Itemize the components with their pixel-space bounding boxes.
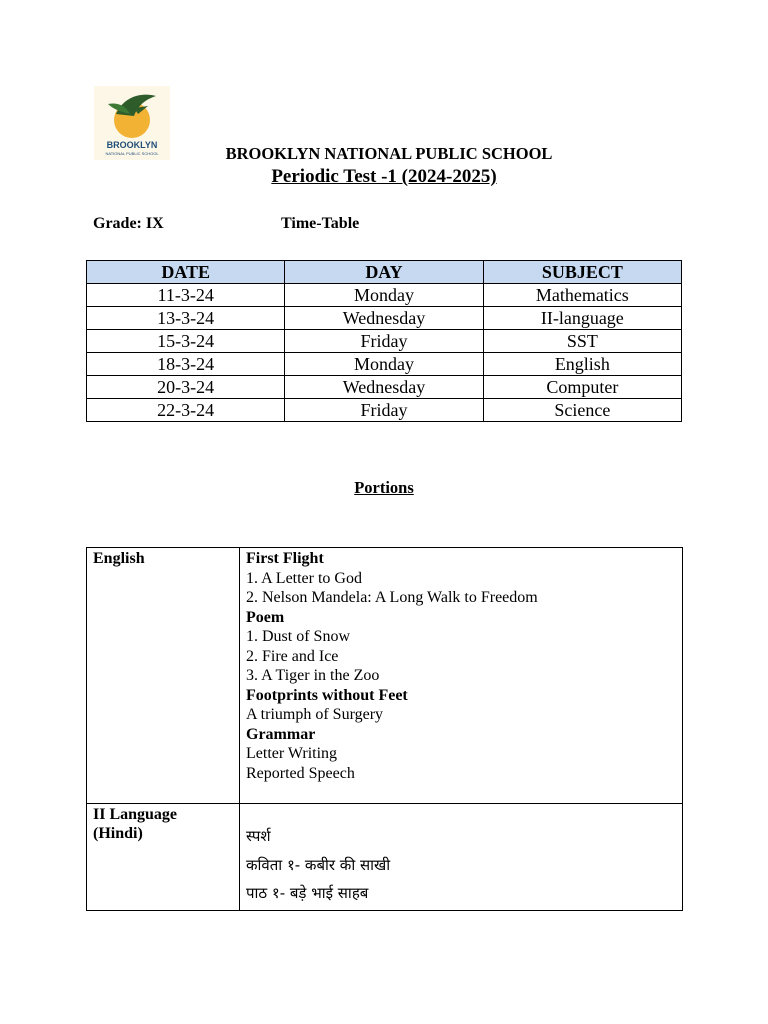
portion-line: Poem: [246, 608, 285, 626]
table-row: [87, 353, 682, 376]
portion-line: A triumph of Surgery: [246, 706, 384, 723]
timetable: [86, 260, 682, 422]
portion-line: 1. Dust of Snow: [246, 628, 351, 645]
portion-content-hindi: [240, 804, 683, 911]
portion-line: कविता १- कबीर की साखी: [246, 855, 391, 874]
test-title: Periodic Test -1 (2024-2025): [271, 166, 497, 187]
logo-text-sub: NATIONAL PUBLIC SCHOOL: [105, 151, 159, 156]
subject-cell: Science: [483, 399, 681, 422]
table-row: [87, 399, 682, 422]
portion-subject-hindi: [87, 804, 240, 911]
date-cell: 18-3-24: [87, 353, 285, 376]
day-cell: Monday: [285, 353, 483, 376]
portion-line: 3. A Tiger in the Zoo: [246, 667, 380, 684]
day-cell: Friday: [285, 399, 483, 422]
portion-line: Grammar: [246, 725, 316, 743]
portion-line: 2. Fire and Ice: [246, 647, 339, 665]
portions-title: Portions: [354, 478, 414, 497]
subject-cell: Mathematics: [483, 284, 681, 307]
portion-line: Reported Speech: [246, 764, 355, 782]
portion-line: Footprints without Feet: [246, 686, 408, 704]
date-cell: 13-3-24: [87, 307, 285, 330]
date-cell: 22-3-24: [87, 399, 285, 422]
portion-line: स्पर्श: [246, 827, 271, 845]
column-header-date: DATE: [87, 261, 285, 284]
portion-row-hindi: [87, 804, 683, 911]
subject-cell: English: [483, 353, 681, 376]
school-name: BROOKLYN NATIONAL PUBLIC SCHOOL: [225, 144, 553, 163]
portion-subject-hindi-line1: II Language: [93, 806, 178, 823]
table-row: [87, 284, 682, 307]
timetable-header-row: [87, 261, 682, 284]
portion-line: 1. A Letter to God: [246, 569, 362, 587]
portion-line: Letter Writing: [246, 745, 338, 762]
grade-label: Grade: IX: [93, 215, 164, 232]
column-header-subject: SUBJECT: [483, 261, 681, 284]
subject-cell: SST: [483, 330, 681, 353]
portion-row-english: [87, 548, 683, 804]
portion-subject-hindi-line2: (Hindi): [93, 825, 143, 842]
table-row: [87, 307, 682, 330]
table-row: [87, 376, 682, 399]
timetable-label: Time-Table: [281, 215, 360, 232]
table-row: [87, 330, 682, 353]
portion-content-english: [240, 548, 683, 804]
date-cell: 20-3-24: [87, 376, 285, 399]
date-cell: 15-3-24: [87, 330, 285, 353]
column-header-day: DAY: [285, 261, 483, 284]
portions-table: [86, 547, 683, 911]
date-cell: 11-3-24: [87, 284, 285, 307]
subject-cell: Computer: [483, 376, 681, 399]
portion-line: First Flight: [246, 550, 324, 567]
portion-line: 2. Nelson Mandela: A Long Walk to Freedom: [246, 589, 538, 606]
subject-cell: II-language: [483, 307, 681, 330]
logo-text-main: BROOKLYN: [106, 140, 158, 150]
portion-subject-english: English: [87, 548, 240, 804]
day-cell: Monday: [285, 284, 483, 307]
portion-line: पाठ १- बड़े भाई साहब: [246, 884, 369, 902]
day-cell: Wednesday: [285, 376, 483, 399]
day-cell: Friday: [285, 330, 483, 353]
day-cell: Wednesday: [285, 307, 483, 330]
